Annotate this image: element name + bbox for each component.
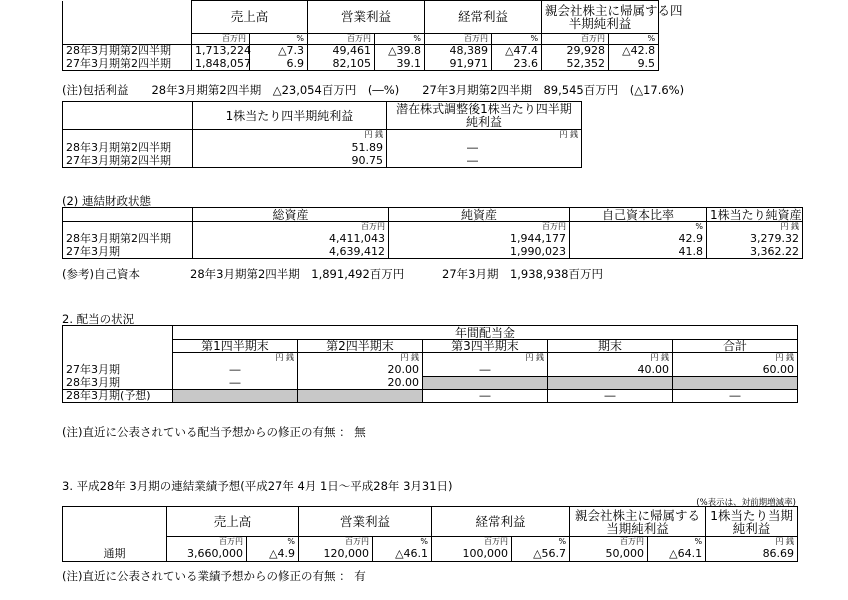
equity-note-current: 28年3月期第2四半期 1,891,492百万円 [190, 267, 405, 281]
eps-table [62, 101, 582, 168]
unit-cell: 円 銭 [673, 353, 798, 364]
value-cell: 82,105 [308, 58, 375, 71]
header-net-income [542, 1, 683, 34]
table-row [63, 246, 803, 259]
forecast-table [62, 506, 798, 562]
value-cell: ― [423, 364, 548, 377]
unit-cell: 円 銭 [707, 222, 803, 233]
value-cell: ― [423, 390, 548, 403]
value-cell: 48,389 [425, 45, 492, 58]
unit-cell: 百万円 [308, 34, 375, 45]
row-label: 27年3月期第2四半期 [63, 155, 193, 168]
forecast-revision-note: (注)直近に公表されている業績予想からの修正の有無 ： 有 [62, 569, 366, 583]
row-label: 27年3月期 [63, 246, 193, 259]
value-cell: 29,928 [542, 45, 609, 58]
value-cell: ― [548, 390, 673, 403]
unit-cell: 円 銭 [298, 353, 423, 364]
unit-cell: 百万円 [167, 537, 247, 548]
row-label: 28年3月期 [63, 377, 173, 390]
unit-cell: % [250, 34, 308, 45]
header-q2-end: 第2四半期末 [298, 340, 423, 353]
unit-cell: % [373, 537, 432, 548]
value-cell: 6.9 [250, 58, 308, 71]
row-label: 28年3月期(予想) [63, 390, 173, 403]
shaded-cell [298, 390, 423, 403]
value-cell: 51.89 [193, 142, 387, 155]
dividends-table [62, 325, 798, 403]
value-cell: 49,461 [308, 45, 375, 58]
dividend-revision-note: (注)直近に公表されている配当予想からの修正の有無 ： 無 [62, 425, 366, 439]
table-row [63, 45, 823, 58]
value-cell: △47.4 [492, 45, 542, 58]
value-cell: 1,848,057 [192, 58, 250, 71]
header-diluted-eps-line1: 潜在株式調整後1株当たり四半期 [396, 101, 572, 116]
value-cell: 120,000 [299, 548, 373, 562]
value-cell: 20.00 [298, 364, 423, 377]
row-label: 27年3月期第2四半期 [63, 58, 192, 71]
forecast-header-eps-line2: 純利益 [732, 520, 771, 536]
header-sales: 売上高 [192, 1, 308, 34]
results-table-body [62, 0, 823, 71]
table-row [63, 142, 582, 155]
value-cell: 9.5 [609, 58, 659, 71]
value-cell: 91,971 [425, 58, 492, 71]
unit-cell: 円 銭 [193, 130, 387, 142]
unit-cell: % [570, 222, 707, 233]
value-cell: △64.1 [648, 548, 706, 562]
unit-cell: % [375, 34, 425, 45]
equity-note-label: (参考)自己資本 [62, 267, 140, 281]
forecast-header-operating-income: 営業利益 [299, 507, 432, 537]
forecast-header-eps [706, 507, 798, 537]
forecast-header-net-income [570, 507, 706, 537]
value-cell: 3,279.32 [707, 233, 803, 246]
row-label: 28年3月期第2四半期 [63, 45, 192, 58]
unit-cell: 百万円 [193, 222, 389, 233]
value-cell: △39.8 [375, 45, 425, 58]
header-net-income-line2: 半期純利益 [568, 16, 632, 31]
row-label: 28年3月期第2四半期 [63, 233, 193, 246]
value-cell: ― [173, 377, 298, 390]
value-cell: 39.1 [375, 58, 425, 71]
header-equity-ratio: 自己資本比率 [570, 208, 707, 222]
value-cell: 86.69 [706, 548, 798, 562]
value-cell: 3,660,000 [167, 548, 247, 562]
shaded-cell [173, 390, 298, 403]
table-row [63, 233, 803, 246]
unit-cell: 円 銭 [548, 353, 673, 364]
table-row [63, 377, 798, 390]
unit-cell: 百万円 [299, 537, 373, 548]
table-row [63, 364, 798, 377]
value-cell: 50,000 [570, 548, 648, 562]
row-label: 27年3月期 [63, 364, 173, 377]
value-cell: ― [387, 155, 582, 168]
table-row [63, 58, 823, 71]
header-net-income-line1: 親会社株主に帰属する四 [545, 3, 683, 18]
unit-cell: % [512, 537, 570, 548]
forecast-header-net-income-line2: 当期純利益 [606, 520, 669, 536]
header-net-assets: 純資産 [389, 208, 570, 222]
unit-cell: 百万円 [192, 34, 250, 45]
header-ordinary-income: 経常利益 [425, 1, 542, 34]
unit-cell: % [247, 537, 299, 548]
value-cell: 4,411,043 [193, 233, 389, 246]
unit-cell: 百万円 [542, 34, 609, 45]
value-cell: ― [173, 364, 298, 377]
value-cell: △46.1 [373, 548, 432, 562]
row-label: 28年3月期第2四半期 [63, 142, 193, 155]
unit-cell: 百万円 [432, 537, 512, 548]
value-cell: ― [387, 142, 582, 155]
unit-cell: 百万円 [389, 222, 570, 233]
value-cell: △56.7 [512, 548, 570, 562]
value-cell: △42.8 [609, 45, 659, 58]
header-diluted-eps [387, 102, 582, 130]
value-cell: △7.3 [250, 45, 308, 58]
value-cell: 23.6 [492, 58, 542, 71]
value-cell: 3,362.22 [707, 246, 803, 259]
header-total: 合計 [673, 340, 798, 353]
forecast-header-sales: 売上高 [167, 507, 299, 537]
unit-cell: % [492, 34, 542, 45]
value-cell: 20.00 [298, 377, 423, 390]
value-cell: 60.00 [673, 364, 798, 377]
header-annual-dividend: 年間配当金 [173, 326, 798, 340]
header-year-end: 期末 [548, 340, 673, 353]
section-3-title: 2. 配当の状況 [62, 312, 135, 326]
unit-cell: % [648, 537, 706, 548]
forecast-subnote: (%表示は、対前期増減率) [696, 498, 796, 508]
row-label: 通期 [63, 548, 167, 562]
shaded-cell [548, 377, 673, 390]
header-q3-end: 第3四半期末 [423, 340, 548, 353]
comprehensive-income-note: (注)包括利益 28年3月期第2四半期 △23,054百万円 (―%) 27年3月期第2四半期 89,545百万円 (△17.6%) [62, 83, 685, 97]
section-4-title: 3. 平成28年 3月期の連結業績予想(平成27年 4月 1日～平成28年 3月31日) [62, 479, 453, 493]
unit-cell: 百万円 [570, 537, 648, 548]
table-row [63, 390, 798, 403]
value-cell: 40.00 [548, 364, 673, 377]
unit-cell: 円 銭 [706, 537, 798, 548]
unit-cell: 円 銭 [423, 353, 548, 364]
financial-position-table [62, 207, 803, 259]
value-cell: 52,352 [542, 58, 609, 71]
header-eps: 1株当たり四半期純利益 [193, 102, 387, 130]
value-cell: 90.75 [193, 155, 387, 168]
equity-note-prior: 27年3月期 1,938,938百万円 [442, 267, 603, 281]
unit-cell: 百万円 [425, 34, 492, 45]
header-diluted-eps-line2: 純利益 [465, 114, 502, 129]
value-cell: 4,639,412 [193, 246, 389, 259]
header-total-assets: 総資産 [193, 208, 389, 222]
value-cell: 1,944,177 [389, 233, 570, 246]
forecast-header-ordinary-income: 経常利益 [432, 507, 570, 537]
value-cell: △4.9 [247, 548, 299, 562]
section-2-title: (2) 連結財政状態 [62, 194, 151, 208]
table-row [63, 155, 582, 168]
value-cell: 1,990,023 [389, 246, 570, 259]
value-cell: 1,713,224 [192, 45, 250, 58]
header-q1-end: 第1四半期末 [173, 340, 298, 353]
value-cell: 100,000 [432, 548, 512, 562]
shaded-cell [673, 377, 798, 390]
value-cell: ― [673, 390, 798, 403]
unit-cell: 円 銭 [173, 353, 298, 364]
header-bps: 1株当たり純資産 [707, 208, 803, 222]
table-row [63, 548, 798, 562]
header-operating-income: 営業利益 [308, 1, 425, 34]
unit-cell: 円 銭 [387, 130, 582, 142]
shaded-cell [423, 377, 548, 390]
value-cell: 42.9 [570, 233, 707, 246]
forecast-header-net-income-line1: 親会社株主に帰属する [575, 507, 701, 523]
forecast-header-eps-line1: 1株当たり当期 [710, 507, 794, 523]
unit-cell: % [609, 34, 659, 45]
value-cell: 41.8 [570, 246, 707, 259]
